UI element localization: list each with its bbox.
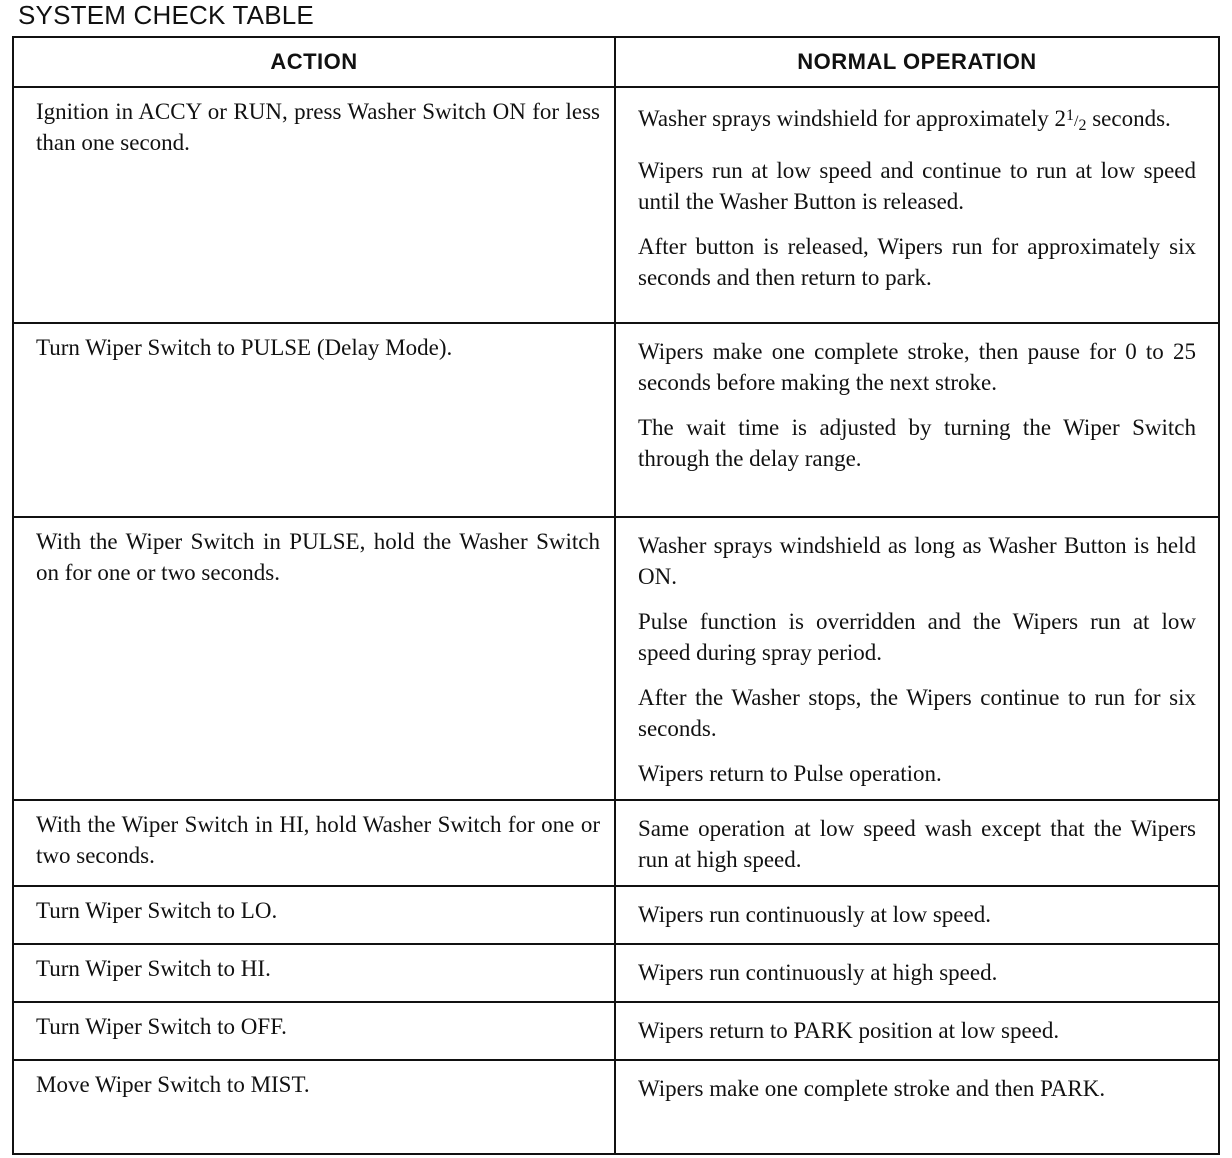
fraction-slash: / (1074, 113, 1079, 130)
table-header-row (13, 37, 1219, 87)
operation-text: After button is released, Wipers run for approximately six seconds and then return to park. (638, 234, 1196, 290)
action-cell (13, 944, 615, 1002)
action-cell (13, 323, 615, 517)
operation-text: Wipers make one complete stroke, then pause for 0 to 25 seconds before making the next stroke. (638, 339, 1196, 395)
normal-operation-cell (615, 944, 1219, 1002)
fraction-whole: 2 (1054, 106, 1067, 131)
action-text: Turn Wiper Switch to OFF. (36, 1014, 287, 1039)
operation-text (638, 100, 1196, 141)
action-text: With the Wiper Switch in PULSE, hold the Washer Switch on for one or two seconds. (36, 529, 600, 585)
action-text: Ignition in ACCY or RUN, press Washer Switch ON for less than one second. (36, 99, 600, 155)
operation-text-line: Washer sprays windshield for approximately (638, 106, 1049, 131)
operation-text: The wait time is adjusted by turning the Wiper Switch through the delay range. (638, 415, 1196, 471)
action-cell (13, 87, 615, 323)
table-row (13, 1060, 1219, 1154)
operation-text: Pulse function is overridden and the Wipers run at low speed during spray period. (638, 609, 1196, 665)
operation-text: Wipers run at low speed and continue to run at low speed until the Washer Button is released. (638, 158, 1196, 214)
action-cell (13, 517, 615, 800)
normal-operation-cell (615, 517, 1219, 800)
table-row (13, 800, 1219, 886)
table-row (13, 944, 1219, 1002)
normal-operation-cell (615, 800, 1219, 886)
normal-operation-column-header: NORMAL OPERATION (615, 37, 1219, 87)
operation-text: Washer sprays windshield as long as Washer Button is held ON. (638, 533, 1196, 589)
system-check-table (12, 36, 1220, 1155)
operation-text: After the Washer stops, the Wipers continue to run for six seconds. (638, 685, 1196, 741)
table-row (13, 1002, 1219, 1060)
action-text: Move Wiper Switch to MIST. (36, 1072, 310, 1097)
operation-text: Wipers run continuously at low speed. (638, 902, 991, 927)
normal-operation-cell (615, 1002, 1219, 1060)
action-text: With the Wiper Switch in HI, hold Washer Switch for one or two seconds. (36, 812, 600, 868)
normal-operation-cell (615, 323, 1219, 517)
operation-text: Wipers return to PARK position at low speed. (638, 1018, 1060, 1043)
fraction-denominator: 2 (1078, 117, 1087, 134)
action-text: Turn Wiper Switch to PULSE (Delay Mode). (36, 335, 453, 360)
fraction-numerator: 1 (1066, 107, 1075, 124)
table-row (13, 87, 1219, 323)
action-cell (13, 886, 615, 944)
page-title: SYSTEM CHECK TABLE (18, 0, 314, 30)
fraction-rest: seconds. (1086, 106, 1171, 131)
action-cell (13, 1002, 615, 1060)
operation-text: Wipers return to Pulse operation. (638, 761, 942, 786)
action-text: Turn Wiper Switch to LO. (36, 898, 278, 923)
table-row (13, 323, 1219, 517)
operation-text: Same operation at low speed wash except that the Wipers run at high speed. (638, 816, 1196, 872)
normal-operation-cell (615, 87, 1219, 323)
table-row (13, 886, 1219, 944)
table-row (13, 517, 1219, 800)
action-cell (13, 800, 615, 886)
action-column-header: ACTION (13, 37, 615, 87)
normal-operation-cell (615, 886, 1219, 944)
operation-text: Wipers run continuously at high speed. (638, 960, 998, 985)
fraction (1066, 107, 1087, 134)
normal-operation-cell (615, 1060, 1219, 1154)
action-cell (13, 1060, 615, 1154)
operation-text: Wipers make one complete stroke and then PARK. (638, 1076, 1106, 1101)
action-text: Turn Wiper Switch to HI. (36, 956, 271, 981)
